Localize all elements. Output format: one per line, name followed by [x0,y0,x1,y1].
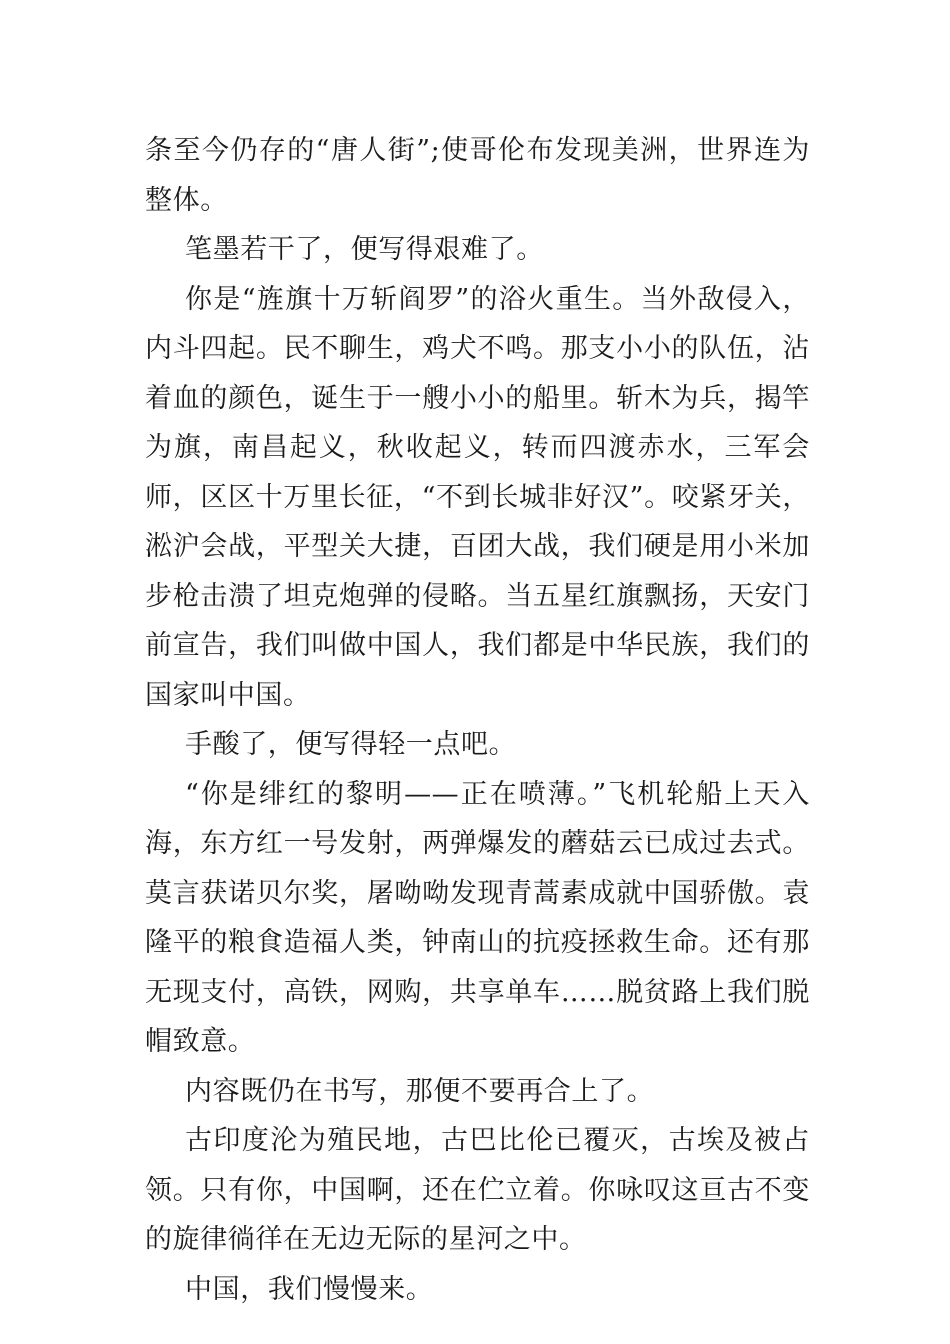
paragraph-revolution: 你是“旌旗十万斩阎罗”的浴火重生。当外敌侵入，内斗四起。民不聊生，鸡犬不鸣。那支小小的队伍，沾着血的颜色，诞生于一艘小小的船里。斩木为兵，揭竿为旗，南昌起义，秋收起义，转而四渡赤水，三军会师，区区十万里长征，“不到长城非好汉”。咬紧牙关，淞沪会战，平型关大捷，百团大战，我们硬是用小米加步枪击溃了坦克炮弹的侵略。当五星红旗飘扬，天安门前宣告，我们叫做中国人，我们都是中华民族，我们的国家叫中国。 [145,283,810,711]
paragraph-closing: 中国，我们慢慢来。 [185,1273,434,1305]
paragraph-continuation: 条至今仍存的“唐人街”;使哥伦布发现美洲，世界连为整体。 [145,135,810,216]
document-page [145,126,810,1314]
paragraph-interlude-ink: 笔墨若干了，便写得艰难了。 [185,234,544,265]
paragraph-modern-achievements: “你是绯红的黎明——正在喷薄。”飞机轮船上天入海，东方红一号发射，两弹爆发的蘑菇云已成过去式。莫言获诺贝尔奖，屠呦呦发现青蒿素成就中国骄傲。袁隆平的粮食造福人类，钟南山的抗疫拯救生命。还有那无现支付，高铁，网购，共享单车……脱贫路上我们脱帽致意。 [145,778,810,1057]
paragraph-ancient-civilizations: 古印度沦为殖民地，古巴比伦已覆灭，古埃及被占领。只有你，中国啊，还在伫立着。你咏叹这亘古不变的旋律徜徉在无边无际的星河之中。 [145,1125,810,1255]
paragraph-interlude-hand: 手酸了，便写得轻一点吧。 [185,729,517,760]
paragraph-interlude-content: 内容既仍在书写，那便不要再合上了。 [185,1075,655,1107]
